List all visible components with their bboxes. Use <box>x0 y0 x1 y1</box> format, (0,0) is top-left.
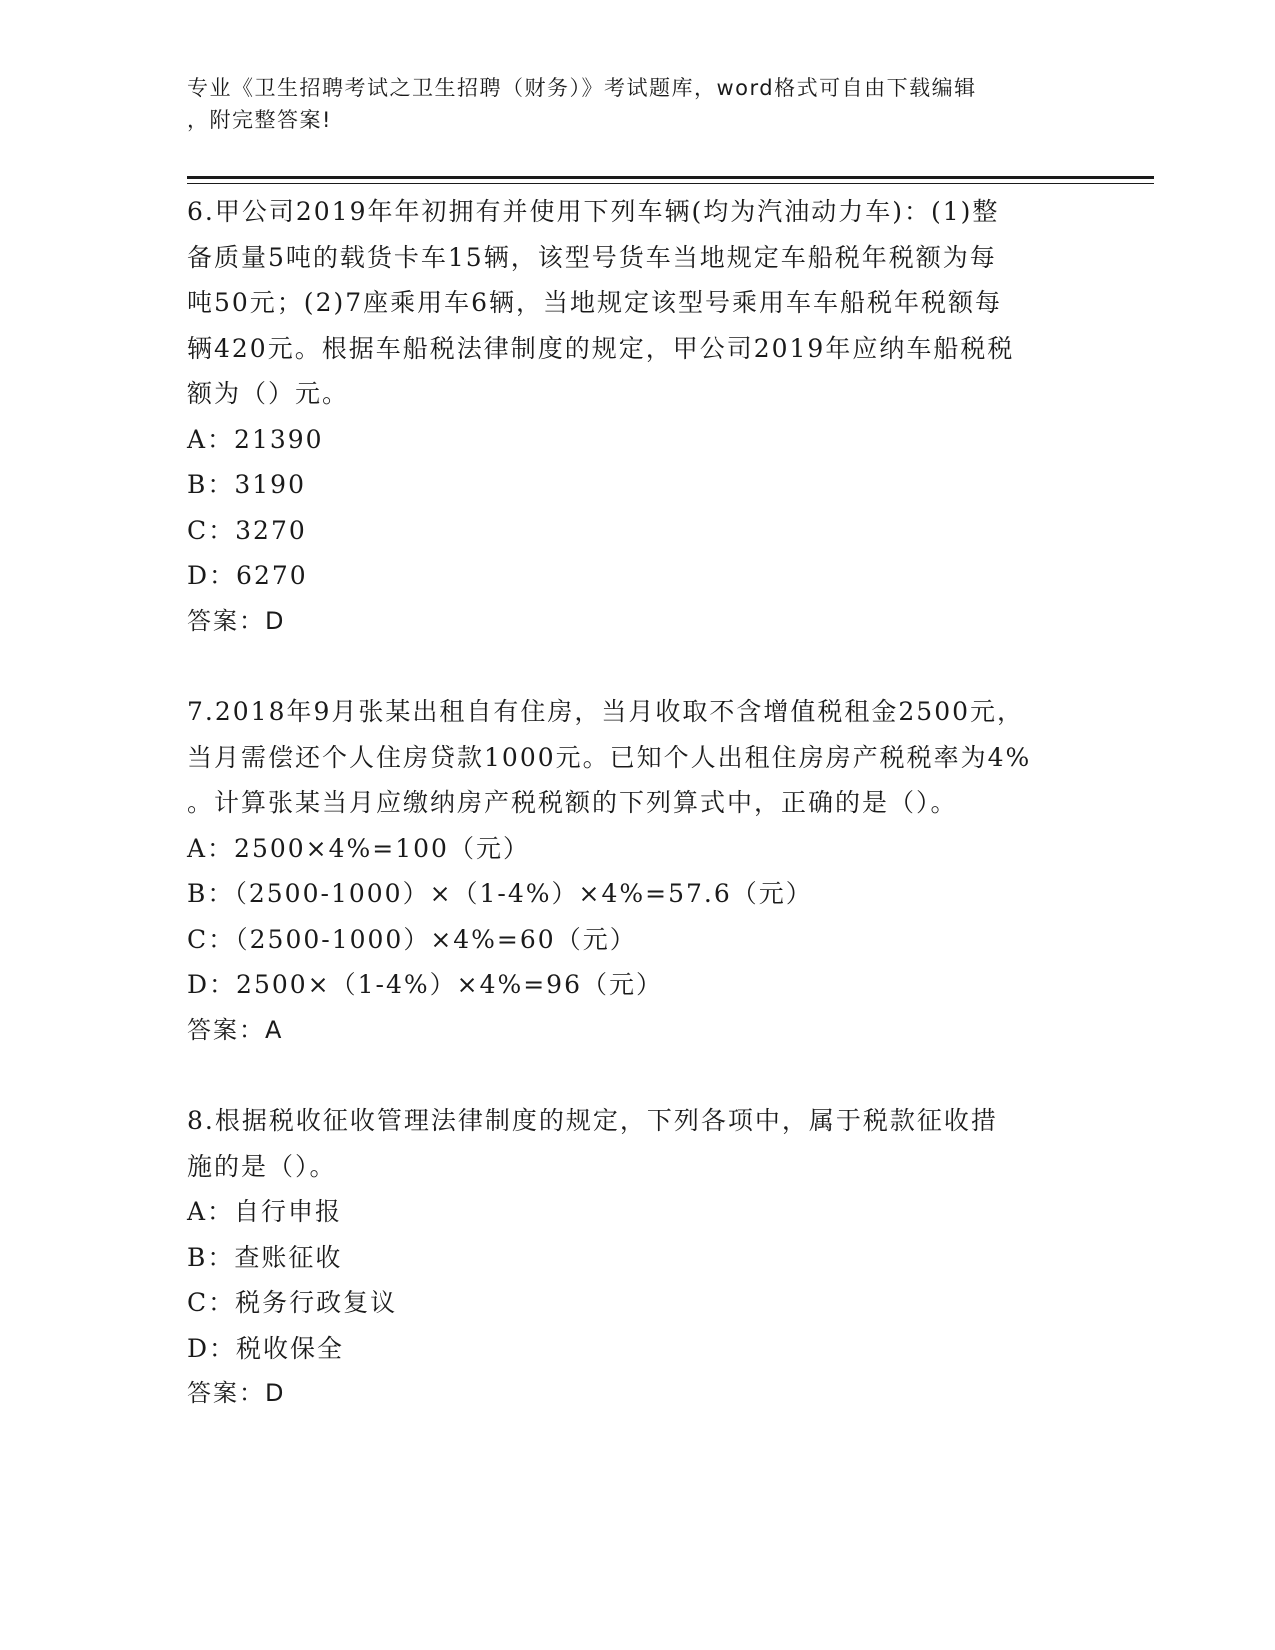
header-divider-thin <box>187 183 1154 184</box>
option-d: D：2500×（1-4%）×4%=96（元） <box>187 970 663 999</box>
question-8 <box>187 1098 1087 1417</box>
option-a: A：21390 <box>187 424 324 454</box>
option-a: A：自行申报 <box>187 1197 343 1226</box>
option-b: B：3190 <box>187 470 306 499</box>
header-divider-thick <box>187 176 1154 179</box>
option-b: B：查账征收 <box>187 1242 343 1272</box>
question-text-line: 6.甲公司2019年年初拥有并使用下列车辆(均为汽油动力车)：(1)整 <box>187 197 1000 226</box>
option-d: D：6270 <box>187 561 308 590</box>
option-d: D：税收保全 <box>187 1333 345 1363</box>
question-text-line: 备质量5吨的载货卡车15辆，该型号货车当地规定车船税年税额为每 <box>187 242 997 272</box>
question-6 <box>187 189 1087 644</box>
header-line-1: 专业《卫生招聘考试之卫生招聘（财务）》考试题库，word格式可自由下载编辑 <box>187 76 977 100</box>
option-b: B：（2500-1000）×（1-4%）×4%=57.6（元） <box>187 879 813 908</box>
question-text-line: 。计算张某当月应缴纳房产税税额的下列算式中，正确的是（）。 <box>187 788 958 817</box>
option-a: A：2500×4%=100（元） <box>187 833 530 863</box>
option-c: C：3270 <box>187 515 307 545</box>
question-text-line: 8.根据税收征收管理法律制度的规定，下列各项中，属于税款征收措 <box>187 1106 998 1135</box>
answer-line: 答案：D <box>187 1379 286 1407</box>
answer-line: 答案：A <box>187 1015 284 1044</box>
question-text-line: 辆420元。根据车船税法律制度的规定，甲公司2019年应纳车船税税 <box>187 333 1015 363</box>
question-text-line: 7.2018年9月张某出租自有住房，当月收取不含增值税租金2500元， <box>187 697 1025 726</box>
answer-line: 答案：D <box>187 606 286 635</box>
option-c: C：（2500-1000）×4%=60（元） <box>187 924 637 954</box>
question-list <box>187 189 1087 1462</box>
document-header <box>187 72 1087 136</box>
question-7 <box>187 689 1087 1053</box>
question-text-line: 吨50元；(2)7座乘用车6辆，当地规定该型号乘用车车船税年税额每 <box>187 288 1003 317</box>
question-text-line: 额为（）元。 <box>187 379 350 408</box>
question-text-line: 当月需偿还个人住房贷款1000元。已知个人出租住房房产税税率为4% <box>187 742 1032 772</box>
option-c: C：税务行政复议 <box>187 1288 398 1317</box>
question-text-line: 施的是（）。 <box>187 1151 337 1181</box>
header-line-2: ，附完整答案! <box>187 108 332 132</box>
